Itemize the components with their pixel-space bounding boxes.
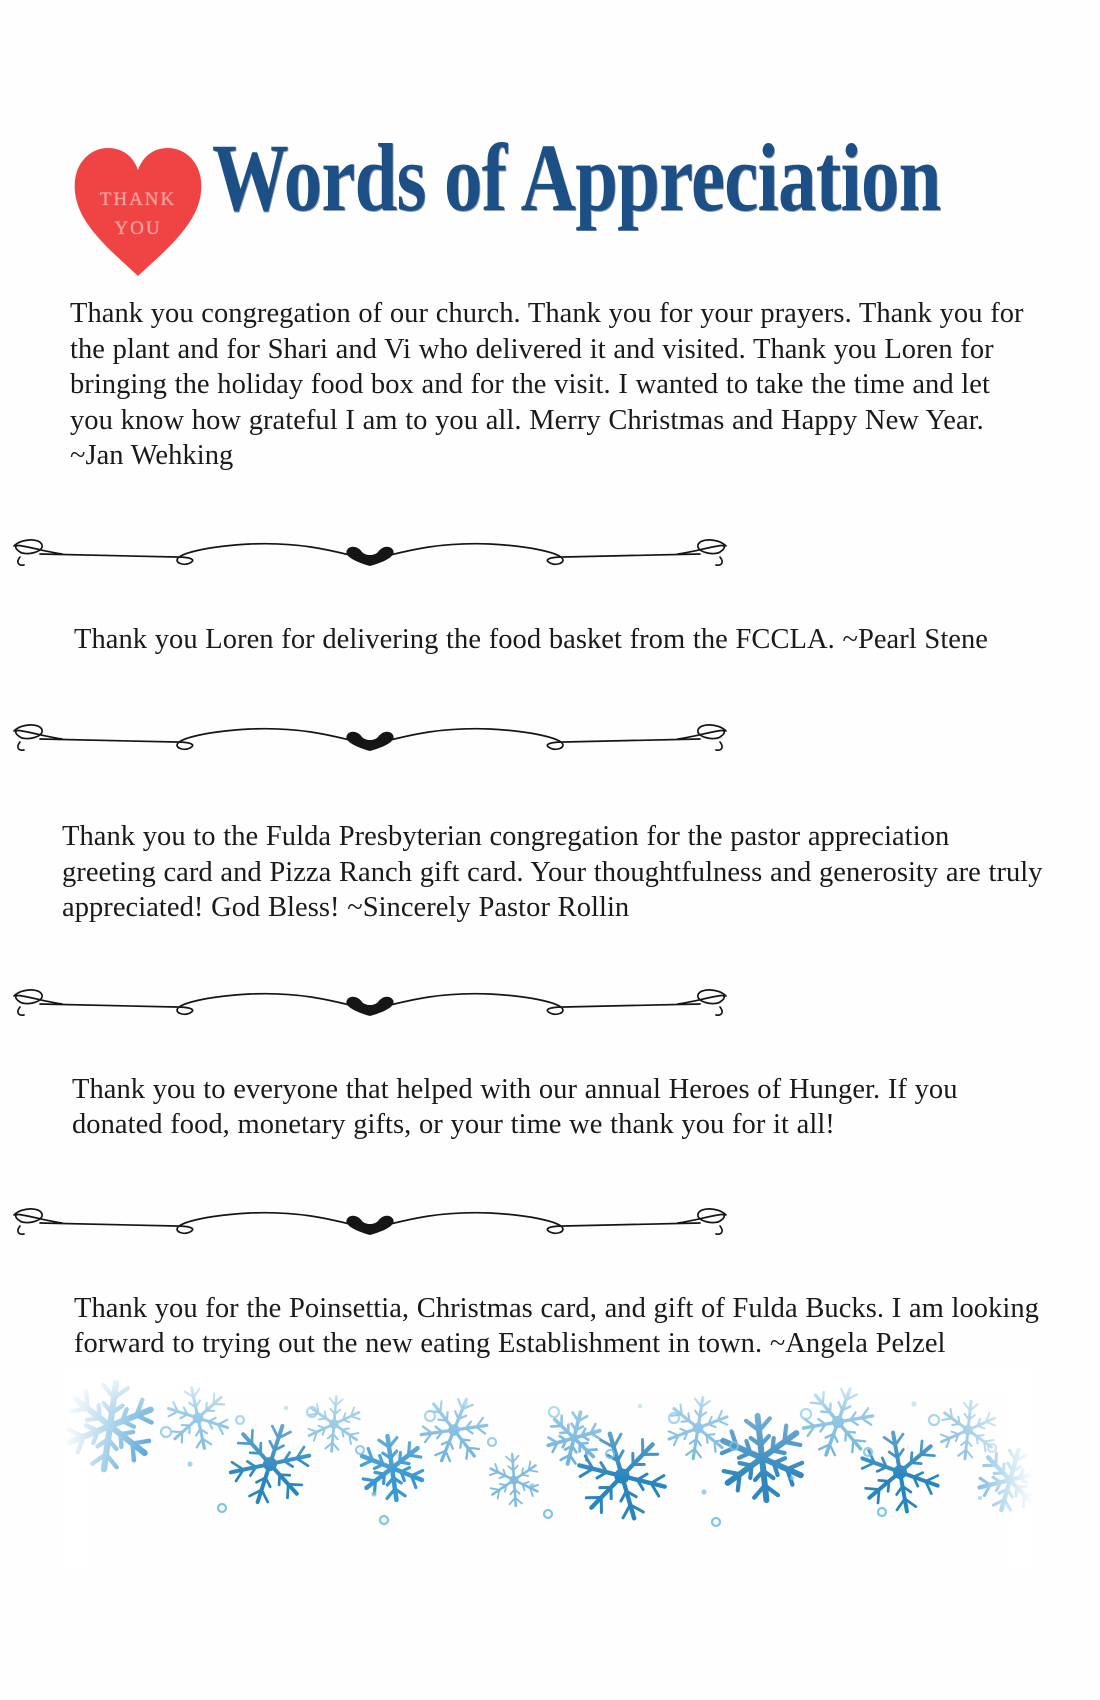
entry-2 — [0, 622, 1100, 658]
entry-5 — [0, 1291, 1100, 1362]
spacer — [0, 926, 1100, 982]
spacer — [0, 1243, 1100, 1291]
spacer — [0, 1024, 1100, 1072]
divider-flourish-4 — [0, 1201, 1100, 1243]
entry-2-text: Thank you Loren for delivering the food basket from the FCCLA. ~Pearl Stene — [74, 623, 988, 655]
entry-3-text: Thank you to the Fulda Presbyterian congregation for the pastor appreciation greeting card and Pizza Ranch gift card. Your thoughtfulness and generosity are truly appreciated! God Bless! ~Sincerely Pastor Rollin — [62, 821, 1043, 923]
entry-3 — [0, 819, 1100, 926]
spacer — [0, 759, 1100, 819]
thank-you-heart-icon — [70, 140, 206, 280]
spacer — [0, 1143, 1100, 1201]
entry-4-text: Thank you to everyone that helped with our annual Heroes of Hunger. If you donated food, monetary gifts, or your time we thank you for it all! — [72, 1073, 958, 1140]
page-title: Words of Appreciation — [212, 124, 941, 231]
spacer — [0, 574, 1100, 622]
snowflake-border-decoration — [62, 1368, 1034, 1568]
entry-1 — [0, 296, 1100, 474]
spacer — [0, 657, 1100, 717]
heart-label-line2: YOU — [114, 217, 162, 239]
entry-1-text: Thank you congregation of our church. Thank you for your prayers. Thank you for the plant and for Shari and Vi who delivered it and visited. Thank you Loren for bringing the holiday food box and for the visit. I wanted to take the time and let you know how grateful I am to you all. Merry Christmas and Happy New Year. ~Jan Wehking — [70, 298, 1024, 471]
entry-5-text: Thank you for the Poinsettia, Christmas card, and gift of Fulda Bucks. I am looking forward to trying out the new eating Establishment in town. ~Angela Pelzel — [74, 1292, 1039, 1359]
divider-flourish-3 — [0, 982, 1100, 1024]
divider-flourish-1 — [0, 532, 1100, 574]
entry-4 — [0, 1072, 1100, 1143]
heart-label-line1: THANK — [99, 189, 177, 210]
spacer — [0, 474, 1100, 532]
masthead — [70, 124, 970, 288]
divider-flourish-2 — [0, 717, 1100, 759]
appreciation-entries — [0, 296, 1100, 1362]
